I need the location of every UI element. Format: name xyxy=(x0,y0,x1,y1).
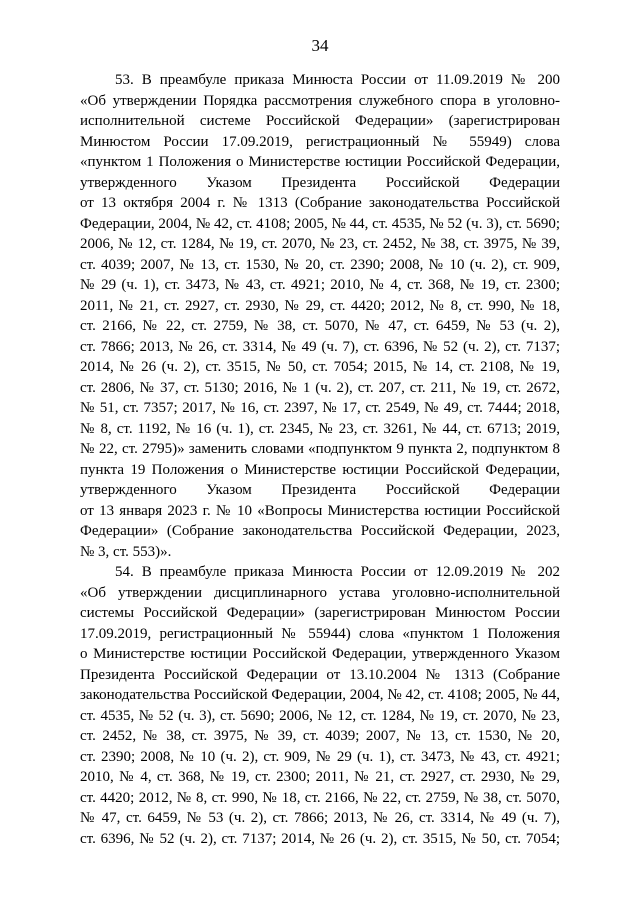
text-line: ст. 7866; 2013, № 26, ст. 3314, № 49 (ч. 7), ст. 6396, № 52 (ч. 2), ст. 7137; xyxy=(80,338,560,355)
text-line: «пунктом 1 Положения о Министерстве юстиции Российской Федерации, xyxy=(80,154,560,170)
text-line: 2014, № 26 (ч. 2), ст. 3515, № 50, ст. 7054; 2015, № 14, ст. 2108, № 19, xyxy=(80,359,560,375)
paragraph-54 xyxy=(80,562,560,849)
text-line: «Об утверждении Порядка рассмотрения служебного спора в уголовно- xyxy=(80,92,560,109)
text-line: 54. В преамбуле приказа Минюста России от 12.09.2019 № 202 xyxy=(115,564,560,580)
paragraph-53 xyxy=(80,70,560,562)
text-line: № 3, ст. 553)». xyxy=(80,543,172,560)
text-line: Федерации, 2004, № 42, ст. 4108; 2005, № 44, ст. 4535, № 52 (ч. 3), ст. 5690; xyxy=(80,215,560,232)
text-line: системы Российской Федерации» (зарегистрирован Минюстом России xyxy=(80,605,560,621)
text-line: о Министерстве юстиции Российской Федерации, утвержденного Указом xyxy=(80,646,560,662)
text-line: утвержденного Указом Президента Российской Федерации xyxy=(80,482,560,498)
text-line: 2010, № 4, ст. 368, № 19, ст. 2300; 2011, № 21, ст. 2927, ст. 2930, № 29, xyxy=(80,769,560,785)
text-line: 17.09.2019, регистрационный № 55944) слова «пунктом 1 Положения xyxy=(80,625,560,642)
text-line: 2011, № 21, ст. 2927, ст. 2930, № 29, ст. 4420; 2012, № 8, ст. 990, № 18, xyxy=(80,297,560,314)
text-line: ст. 2452, № 38, ст. 3975, № 39, ст. 4039; 2007, № 13, ст. 1530, № 20, xyxy=(80,728,560,744)
text-line: от 13 октября 2004 г. № 1313 (Собрание законодательства Российской xyxy=(80,195,560,211)
text-line: от 13 января 2023 г. № 10 «Вопросы Министерства юстиции Российской xyxy=(80,502,560,519)
text-line: пункта 19 Положения о Министерстве юстиции Российской Федерации, xyxy=(80,461,560,478)
page-number: 34 xyxy=(311,36,329,55)
text-line: ст. 2806, № 37, ст. 5130; 2016, № 1 (ч. 2), ст. 207, ст. 211, № 19, ст. 2672, xyxy=(80,379,560,396)
text-line: ст. 4039; 2007, № 13, ст. 1530, № 20, ст. 2390; 2008, № 10 (ч. 2), ст. 909, xyxy=(80,256,560,273)
text-line: № 22, ст. 2795)» заменить словами «подпунктом 9 пункта 2, подпунктом 8 xyxy=(80,441,560,457)
text-line: 2006, № 12, ст. 1284, № 19, ст. 2070, № 23, ст. 2452, № 38, ст. 3975, № 39, xyxy=(80,236,560,252)
text-line: исполнительной системе Российской Федерации» (зарегистрирован xyxy=(80,113,560,129)
text-line: № 8, ст. 1192, № 16 (ч. 1), ст. 2345, № 23, ст. 3261, № 44, ст. 6713; 2019, xyxy=(80,420,560,437)
text-line: 53. В преамбуле приказа Минюста России от 11.09.2019 № 200 xyxy=(115,72,560,88)
text-line: «Об утверждении дисциплинарного устава уголовно-исполнительной xyxy=(80,584,560,601)
text-line: ст. 4420; 2012, № 8, ст. 990, № 18, ст. 2166, № 22, ст. 2759, № 38, ст. 5070, xyxy=(80,789,560,806)
text-line: № 47, ст. 6459, № 53 (ч. 2), ст. 7866; 2013, № 26, ст. 3314, № 49 (ч. 7), xyxy=(80,810,560,826)
text-line: № 51, ст. 7357; 2017, № 16, ст. 2397, № 17, ст. 2549, № 49, ст. 7444; 2018, xyxy=(80,400,560,416)
text-line: утвержденного Указом Президента Российской Федерации xyxy=(80,174,560,191)
text-line: Минюстом России 17.09.2019, регистрационный № 55949) слова xyxy=(80,133,560,150)
body-text xyxy=(80,70,560,849)
text-line: № 29 (ч. 1), ст. 3473, № 43, ст. 4921; 2010, № 4, ст. 368, № 19, ст. 2300; xyxy=(80,277,560,293)
text-line: ст. 6396, № 52 (ч. 2), ст. 7137; 2014, № 26 (ч. 2), ст. 3515, № 50, ст. 7054; xyxy=(80,830,560,847)
text-line: Президента Российской Федерации от 13.10.2004 № 1313 (Собрание xyxy=(80,666,560,683)
text-line: ст. 2166, № 22, ст. 2759, № 38, ст. 5070, № 47, ст. 6459, № 53 (ч. 2), xyxy=(80,318,560,334)
text-line: ст. 2390; 2008, № 10 (ч. 2), ст. 909, № 29 (ч. 1), ст. 3473, № 43, ст. 4921; xyxy=(80,748,560,765)
text-line: Федерации» (Собрание законодательства Российской Федерации, 2023, xyxy=(80,523,560,539)
text-line: ст. 4535, № 52 (ч. 3), ст. 5690; 2006, № 12, ст. 1284, № 19, ст. 2070, № 23, xyxy=(80,707,560,724)
text-line: законодательства Российской Федерации, 2004, № 42, ст. 4108; 2005, № 44, xyxy=(80,687,560,703)
